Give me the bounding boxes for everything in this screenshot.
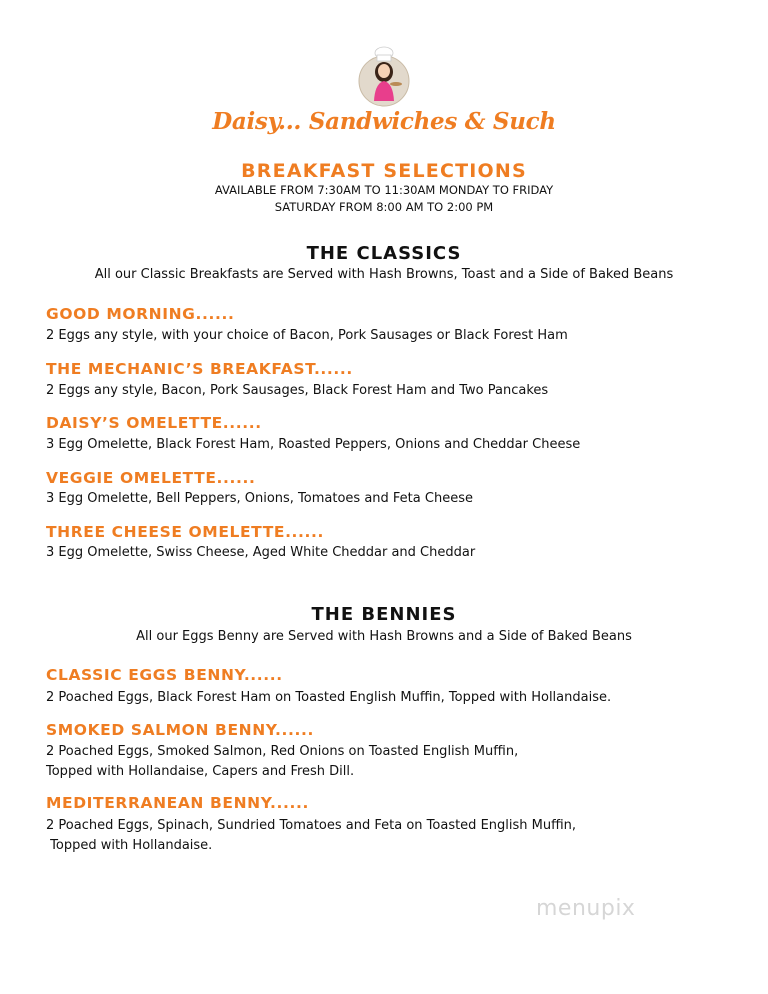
menu-item-name: THE MECHANIC’S BREAKFAST...... bbox=[46, 360, 353, 378]
menu-item-desc: 3 Egg Omelette, Bell Peppers, Onions, Tomatoes and Feta Cheese bbox=[46, 491, 473, 506]
menu-item-desc: 2 Poached Eggs, Spinach, Sundried Tomatoes and Feta on Toasted English Muffin, bbox=[46, 818, 577, 833]
hours-line-weekday: AVAILABLE FROM 7:30AM TO 11:30AM MONDAY TO FRIDAY bbox=[214, 183, 554, 197]
menu-item-desc: 2 Poached Eggs, Smoked Salmon, Red Onions on Toasted English Muffin, bbox=[46, 744, 519, 759]
menu-item-desc: 3 Egg Omelette, Swiss Cheese, Aged White Cheddar and Cheddar bbox=[46, 545, 476, 560]
chef-girl-logo-icon bbox=[357, 45, 411, 107]
hours-line-saturday: SATURDAY FROM 8:00 AM TO 2:00 PM bbox=[274, 200, 494, 214]
menu-item-desc: 3 Egg Omelette, Black Forest Ham, Roasted Peppers, Onions and Cheddar Cheese bbox=[46, 437, 581, 452]
menu-item-name: MEDITERRANEAN BENNY...... bbox=[46, 794, 309, 812]
menu-item-desc: Topped with Hollandaise, Capers and Fresh Dill. bbox=[46, 764, 355, 779]
section-note-classics: All our Classic Breakfasts are Served with Hash Browns, Toast and a Side of Baked Beans bbox=[94, 267, 674, 282]
section-title-bennies: THE BENNIES bbox=[311, 604, 457, 625]
menu-item-desc: Topped with Hollandaise. bbox=[46, 838, 213, 853]
brand-name: Daisy... Sandwiches & Such bbox=[212, 108, 556, 135]
menu-item-name: SMOKED SALMON BENNY...... bbox=[46, 721, 314, 739]
menu-item-name: DAISY’S OMELETTE...... bbox=[46, 414, 262, 432]
menu-item-name: THREE CHEESE OMELETTE...... bbox=[46, 523, 324, 541]
menu-item-name: CLASSIC EGGS BENNY...... bbox=[46, 666, 283, 684]
section-note-bennies: All our Eggs Benny are Served with Hash Browns and a Side of Baked Beans bbox=[136, 629, 632, 644]
menu-item-name: GOOD MORNING...... bbox=[46, 305, 235, 323]
menu-item-desc: 2 Poached Eggs, Black Forest Ham on Toasted English Muffin, Topped with Hollandaise. bbox=[46, 690, 612, 705]
menu-title: BREAKFAST SELECTIONS bbox=[241, 160, 527, 182]
menu-item-desc: 2 Eggs any style, with your choice of Bacon, Pork Sausages or Black Forest Ham bbox=[46, 328, 568, 343]
watermark: menupix bbox=[536, 896, 636, 921]
section-title-classics: THE CLASSICS bbox=[306, 243, 462, 264]
menu-item-desc: 2 Eggs any style, Bacon, Pork Sausages, Black Forest Ham and Two Pancakes bbox=[46, 383, 549, 398]
menu-item-name: VEGGIE OMELETTE...... bbox=[46, 469, 256, 487]
